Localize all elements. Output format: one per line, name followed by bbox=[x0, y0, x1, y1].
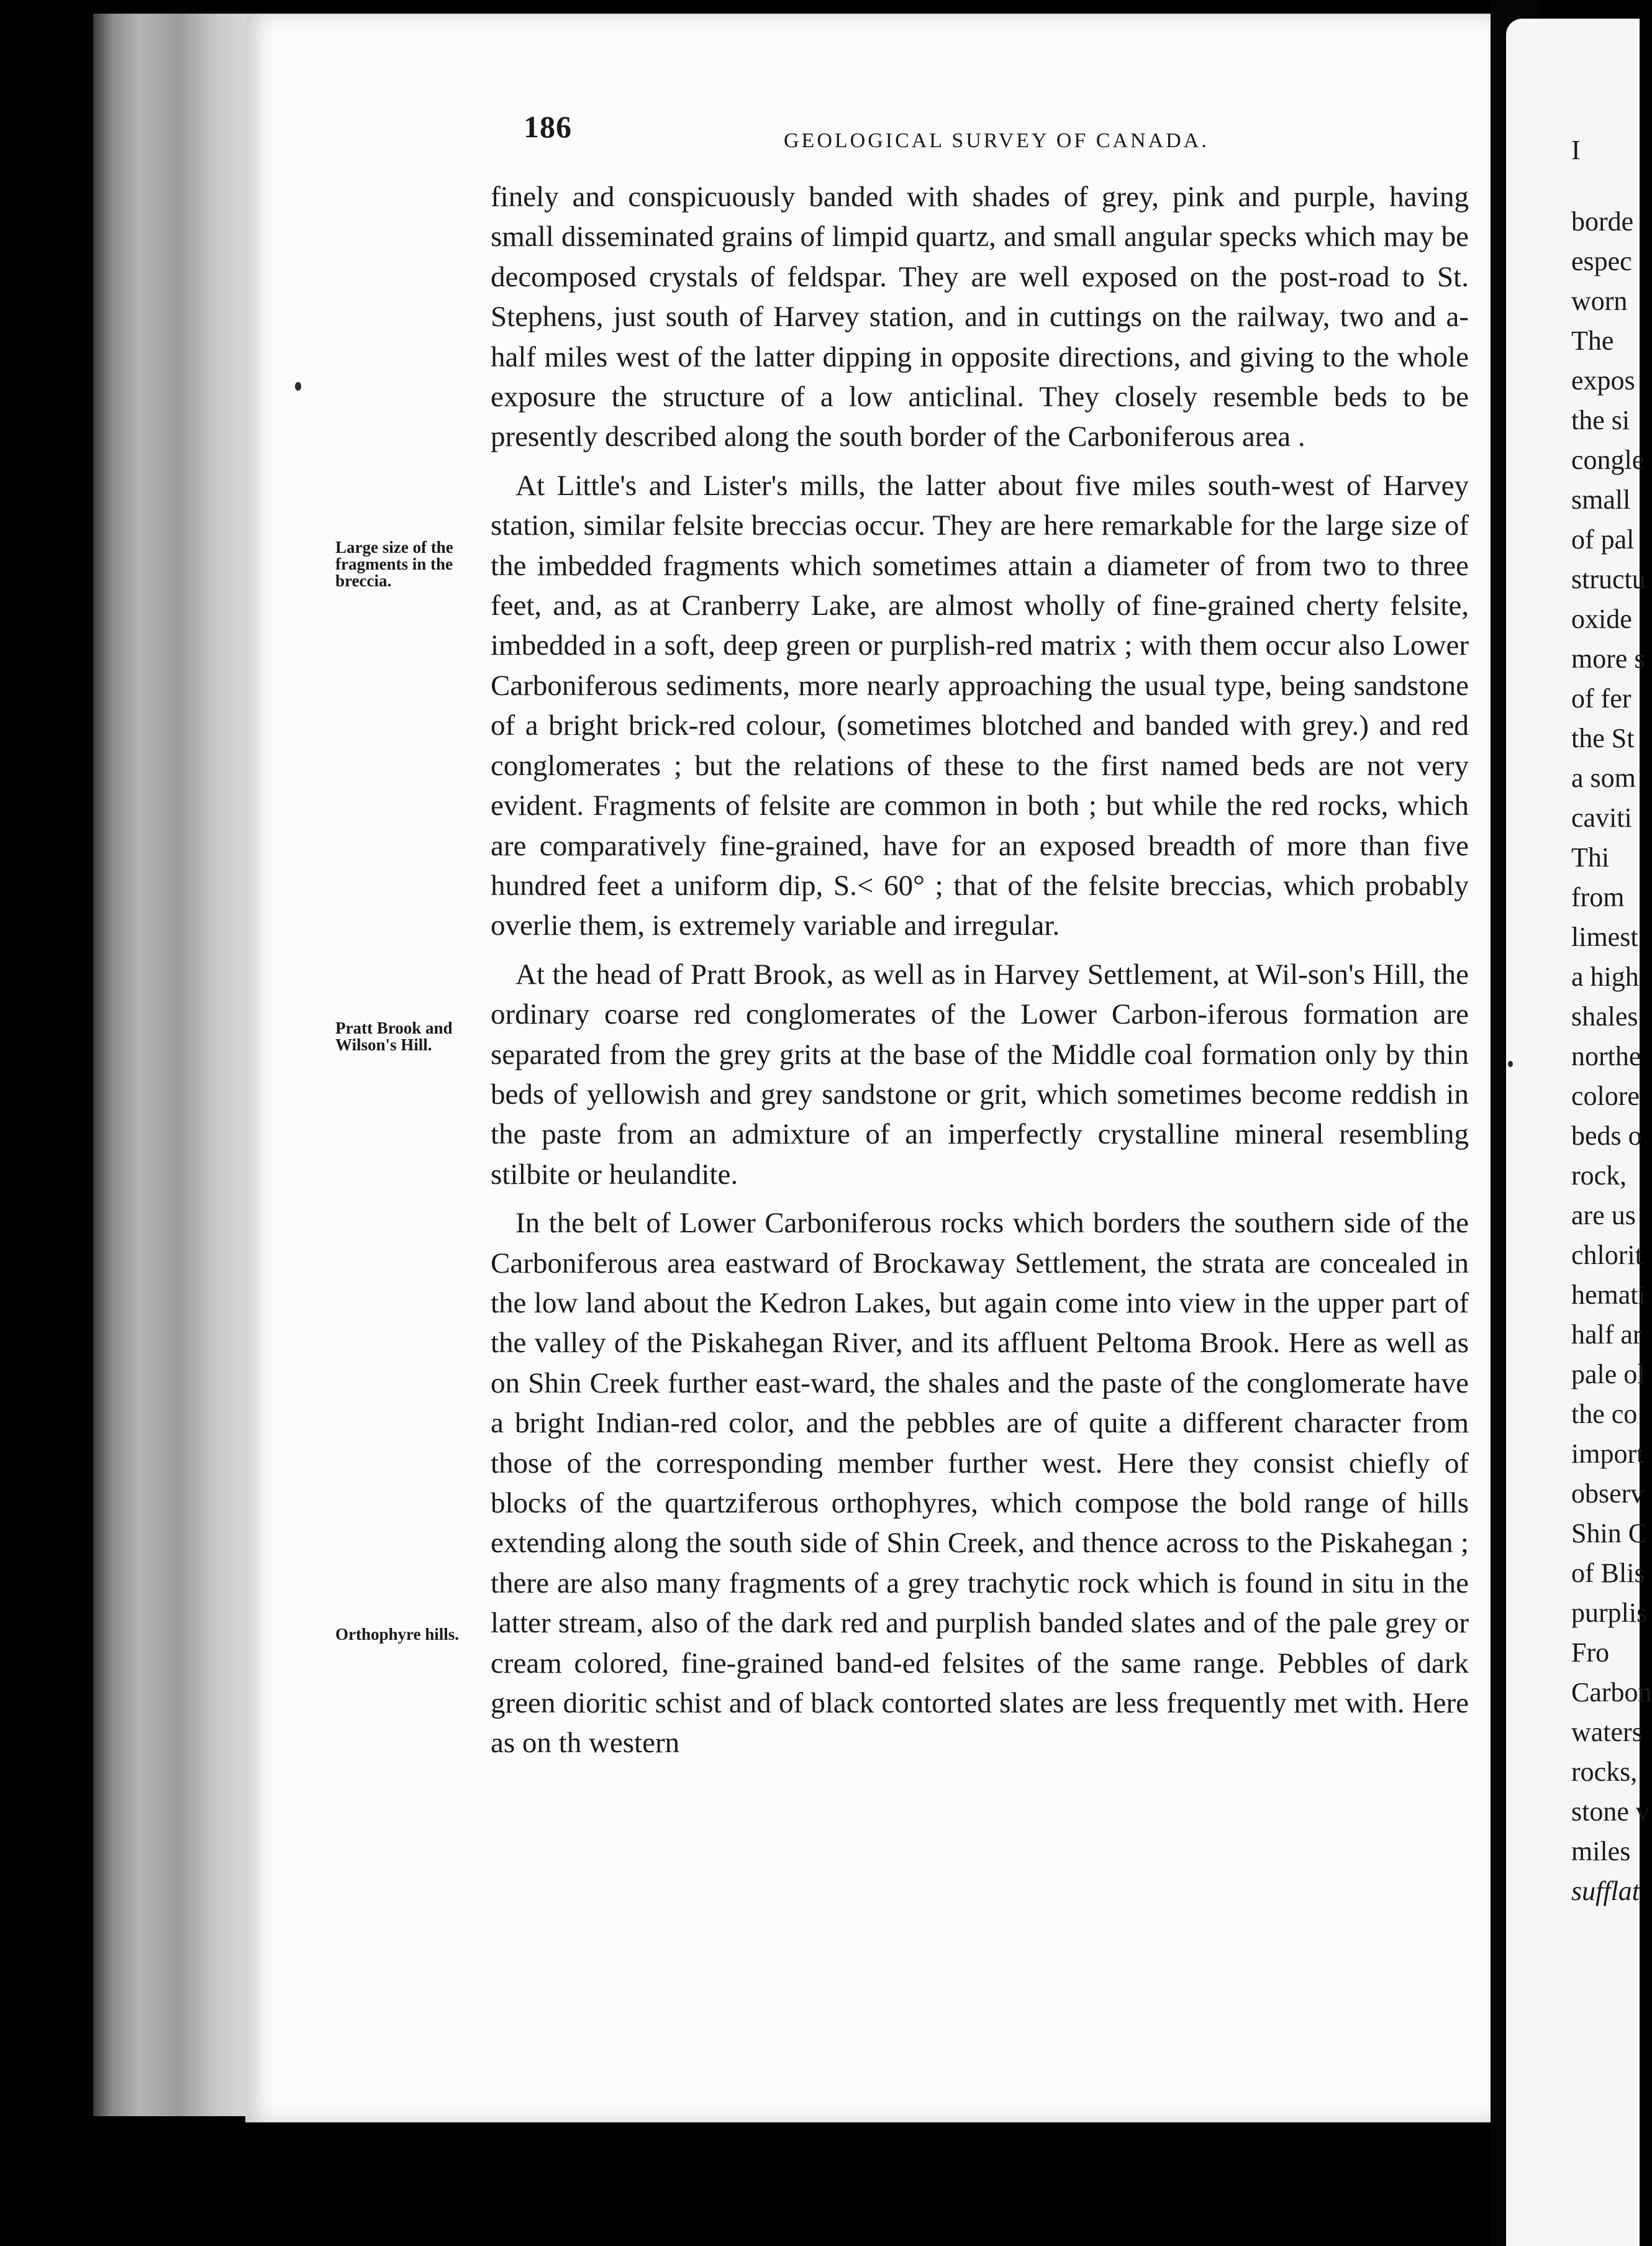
next-page-line: small bbox=[1571, 484, 1631, 515]
next-page-line: stone v bbox=[1571, 1796, 1650, 1827]
next-page-line: espec bbox=[1571, 246, 1632, 276]
next-page-line: expos bbox=[1571, 365, 1635, 396]
scan-speck bbox=[1508, 1061, 1513, 1067]
next-page-line: hemati bbox=[1571, 1280, 1646, 1310]
next-page-line: limest bbox=[1571, 922, 1638, 952]
next-page-line: pale ol bbox=[1571, 1359, 1645, 1389]
margin-note-orthophyre: Orthophyre hills. bbox=[335, 1625, 460, 1644]
next-page-line: northe bbox=[1571, 1041, 1641, 1071]
next-page-column bbox=[1571, 202, 1652, 1911]
next-page-line: waters bbox=[1571, 1717, 1643, 1747]
next-page-line: sufflat bbox=[1571, 1876, 1640, 1906]
next-page-line: beds o bbox=[1571, 1121, 1642, 1151]
page-stack-edge bbox=[93, 14, 248, 2116]
next-page-line: import bbox=[1571, 1439, 1645, 1469]
next-page-line: colore bbox=[1571, 1081, 1640, 1111]
paragraph: In the belt of Lower Carboniferous rocks which borders the southern side of the Carboniferous area eastward of Brockaway Settlement, the strata are concealed in the low land about the Kedron Lakes, but again come into view in the upper part of the valley of the Piskahegan River, and its affluent Peltoma Brook. Here as well as on Shin Creek further east-ward, the shales and the paste of the conglomerate have a bright Indian-red color, and the pebbles are of quite a different character from those of the corresponding member further west. Here they consist chiefly of blocks of the quartziferous orthophyres, which compose the bold range of hills extending along the south side of Shin Creek, and thence across to the Piskahegan ; there are also many fragments of a grey trachytic rock which is found in situ in the latter stream, also of the dark red and purplish banded slates and of the pale grey or cream colored, fine-grained band-ed felsites of the same range. Pebbles of dark green dioritic schist and of black contorted slates are less frequently met with. Here as on th western bbox=[491, 1207, 1469, 1760]
next-page-line: shales bbox=[1571, 1001, 1638, 1032]
next-page-line: Shin C bbox=[1571, 1518, 1647, 1548]
next-page-line: a high bbox=[1571, 962, 1639, 992]
next-page-line: miles bbox=[1571, 1836, 1631, 1866]
body-text bbox=[491, 177, 1469, 1772]
next-page-line: rock, bbox=[1571, 1160, 1627, 1191]
next-page-line: chlorit bbox=[1571, 1240, 1643, 1270]
next-page-line: purplis bbox=[1571, 1598, 1648, 1628]
next-page-line: worn bbox=[1571, 286, 1628, 316]
next-page-line: Carbon bbox=[1571, 1677, 1652, 1707]
page-number: 186 bbox=[524, 109, 572, 144]
next-page-line: Fro bbox=[1571, 1637, 1610, 1668]
next-page-line: the St bbox=[1571, 723, 1635, 753]
next-page-line: structu bbox=[1571, 564, 1646, 594]
next-page-line: are us bbox=[1571, 1200, 1636, 1230]
scan-speck bbox=[295, 382, 301, 391]
next-page-line: caviti bbox=[1571, 802, 1632, 833]
margin-note-pratt-brook: Pratt Brook and Wilson's Hill. bbox=[335, 1019, 453, 1054]
next-page-line: a som bbox=[1571, 763, 1636, 793]
next-page-line: more s bbox=[1571, 643, 1645, 674]
next-page-line: observ bbox=[1571, 1478, 1645, 1509]
next-page-line: of pal bbox=[1571, 524, 1635, 555]
next-page-line: from bbox=[1571, 882, 1625, 912]
paragraph: At the head of Pratt Brook, as well as in Harvey Settlement, at Wil-son's Hill, the ordinary coarse red conglomerates of the Lower Carbon-iferous formation are separated from the grey grits at the base of the Middle coal formation only by thin beds of yellowish and grey sandstone or grit, which sometimes become reddish in the paste from an admixture of an imperfectly crystalline mineral resembling stilbite or heulandite. bbox=[491, 958, 1469, 1191]
paragraph: finely and conspicuously banded with shades of grey, pink and purple, having small disseminated grains of limpid quartz, and small angular specks which may be decomposed crystals of feldspar. They are well exposed on the post-road to St. Stephens, just south of Harvey station, and in cuttings on the railway, two and a-half miles west of the latter dipping in opposite directions, and giving to the whole exposure the structure of a low anticlinal. They closely resemble beds to be presently described along the south border of the Carboniferous area . bbox=[491, 181, 1469, 453]
next-page-header-fragment: I bbox=[1571, 135, 1581, 165]
next-page-line: the co bbox=[1571, 1399, 1638, 1429]
next-page-line: congle bbox=[1571, 445, 1645, 475]
next-page-line: borde bbox=[1571, 206, 1634, 237]
next-page-line: Thi bbox=[1571, 842, 1610, 873]
margin-note-breccia: Large size of the fragments in the breccia. bbox=[335, 538, 453, 590]
next-page-line: rocks, bbox=[1571, 1757, 1638, 1787]
next-page-line: the si bbox=[1571, 405, 1630, 435]
next-page-line: The bbox=[1571, 325, 1614, 356]
next-page-line: of fer bbox=[1571, 683, 1632, 714]
paragraph: At Little's and Lister's mills, the latter about five miles south-west of Harvey station, similar felsite breccias occur. They are here remarkable for the large size of the imbedded fragments which sometimes attain a diameter of from two to three feet, and, as at Cranberry Lake, are almost wholly of fine-grained cherty felsite, imbedded in a soft, deep green or purplish-red matrix ; with them occur also Lower Carboniferous sediments, more nearly approaching the usual type, being sandstone of a bright brick-red colour, (sometimes blotched and banded with grey.) and red conglomerates ; but the relations of these to the first named beds are not very evident. Fragments of felsite are common in both ; but while the red rocks, which are comparatively fine-grained, have for an exposed breadth of more than five hundred feet a uniform dip, S.< 60° ; that of the felsite breccias, which probably overlie them, is extremely variable and irregular. bbox=[491, 469, 1469, 942]
next-page-line: half ar bbox=[1571, 1319, 1642, 1350]
next-page-line: oxide bbox=[1571, 604, 1632, 634]
next-page-line: of Blis bbox=[1571, 1558, 1645, 1588]
running-head: GEOLOGICAL SURVEY OF CANADA. bbox=[784, 129, 1209, 152]
